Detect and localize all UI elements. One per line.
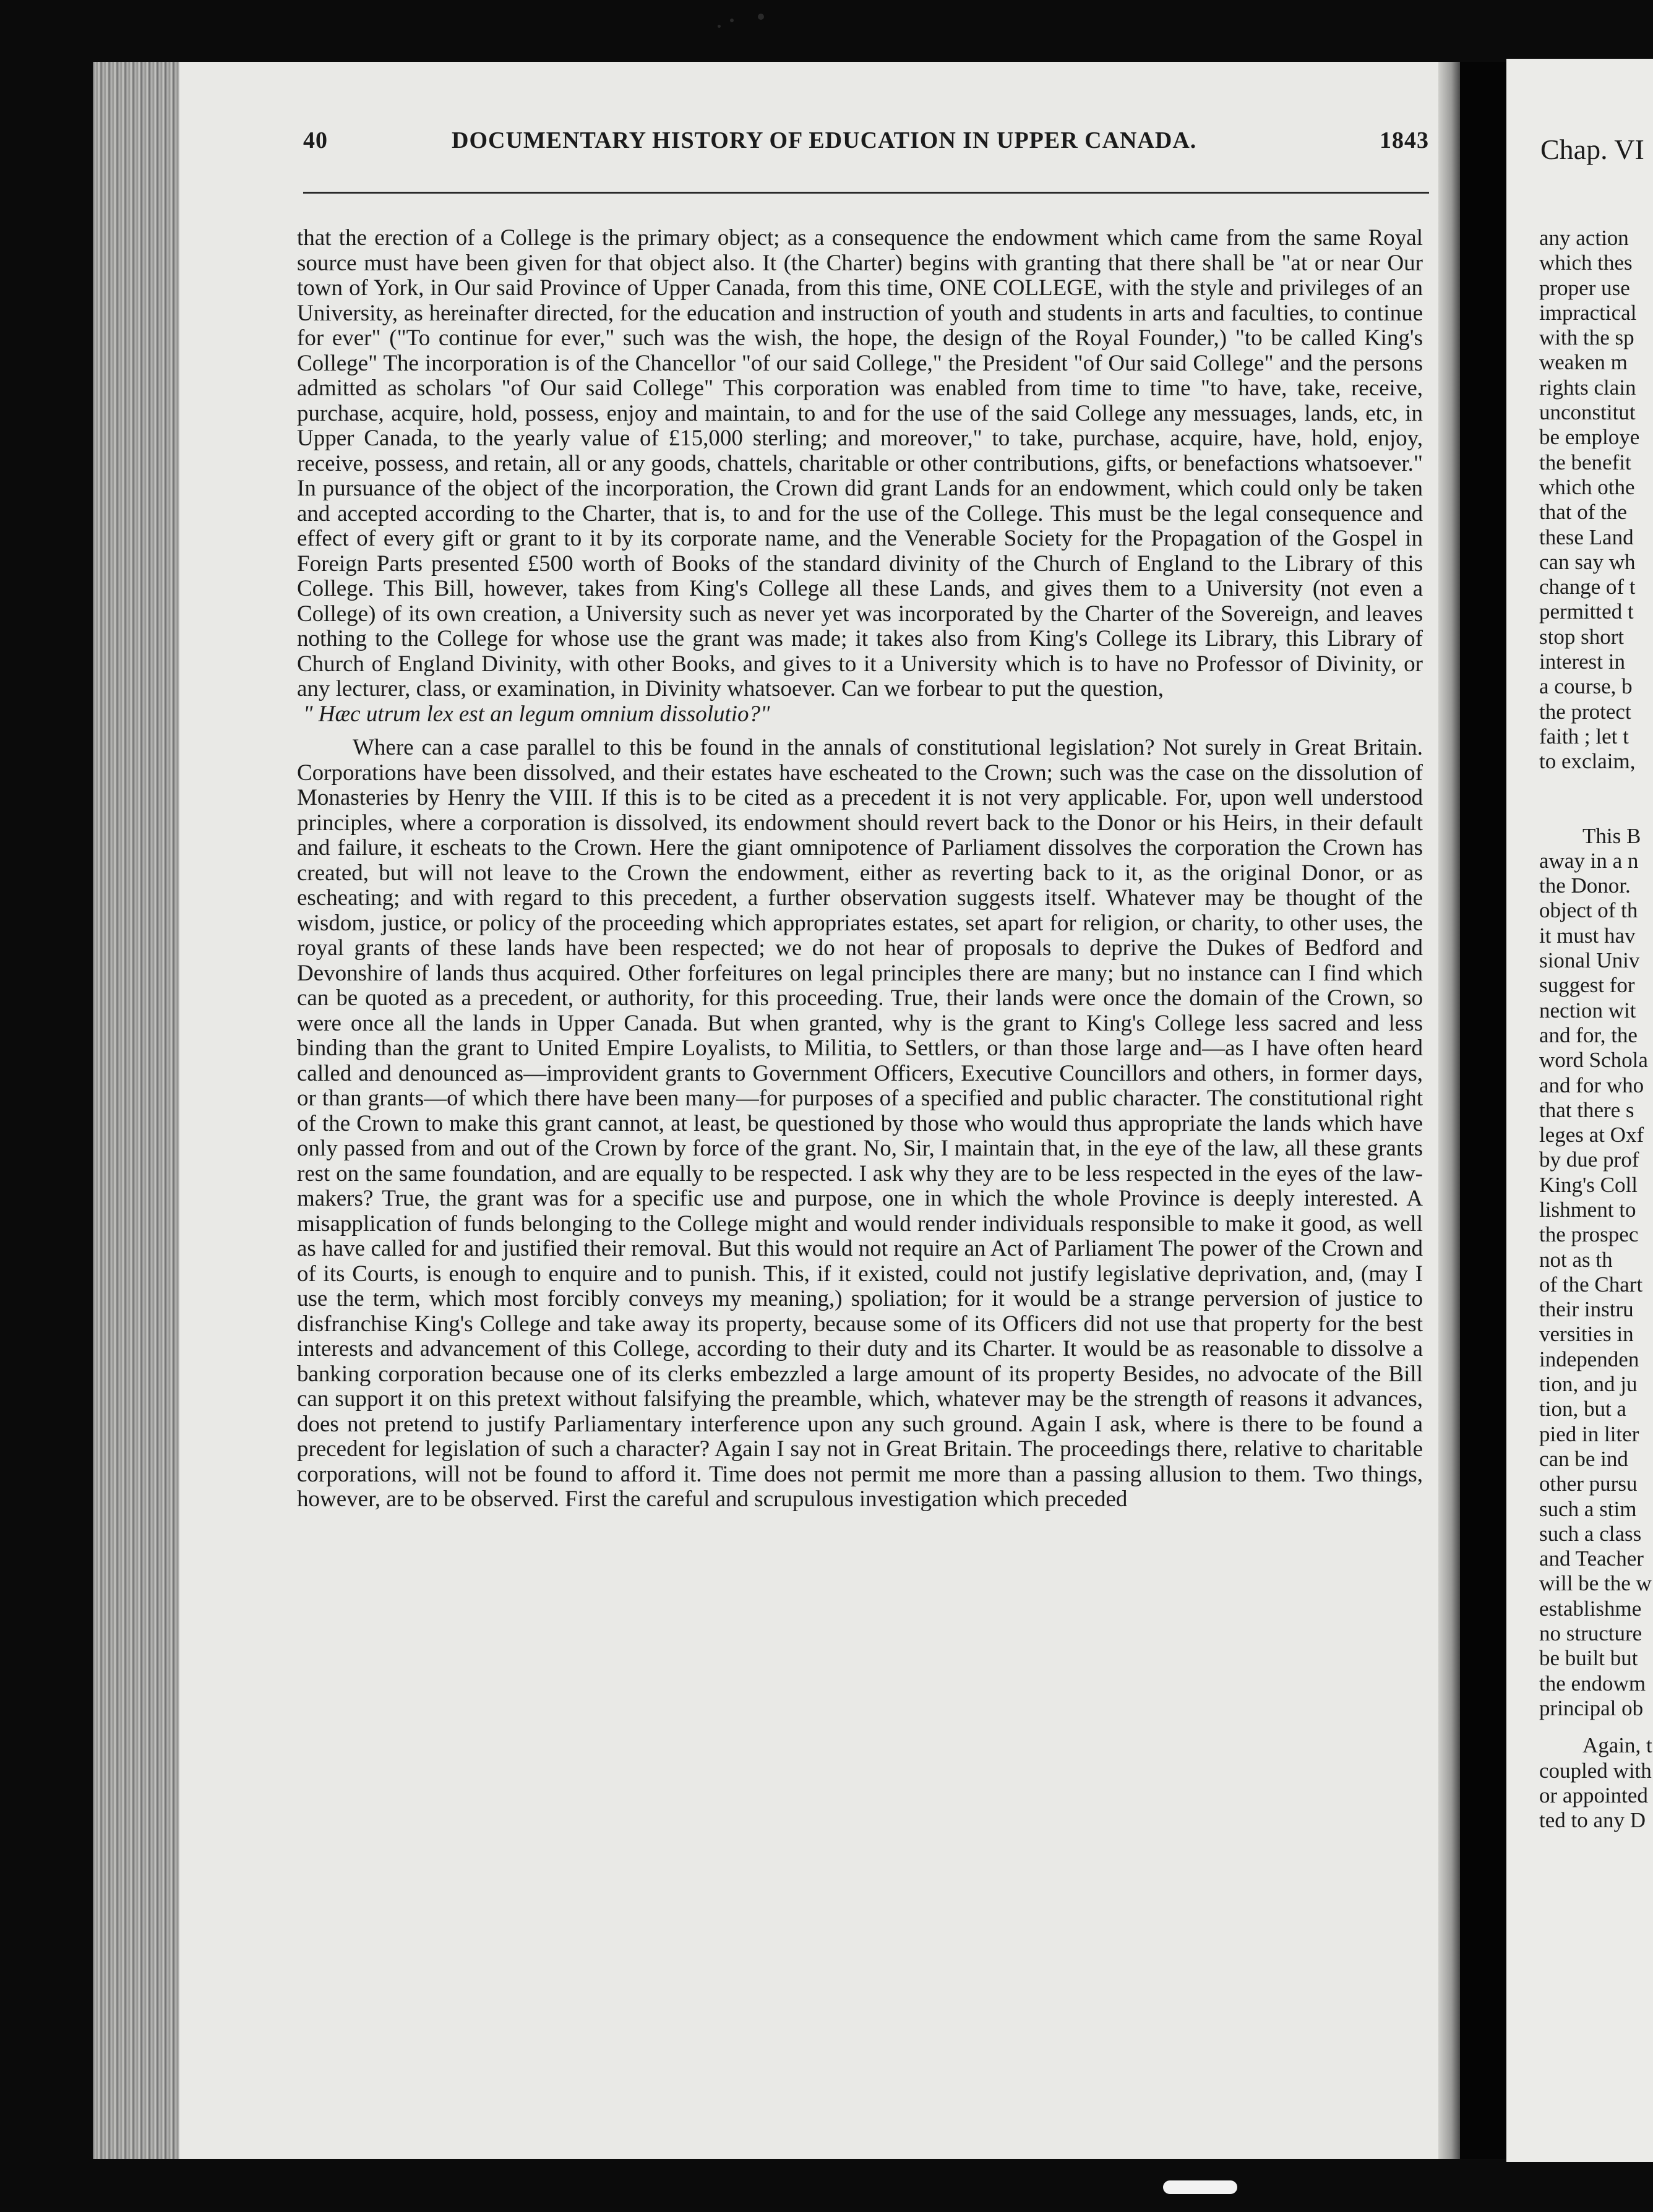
facing-page-line: which othe [1539,474,1635,499]
facing-page-line: impractical [1539,300,1637,325]
facing-page-line: a course, b [1539,674,1633,699]
facing-page-line: pied in liter [1539,1421,1639,1446]
facing-page-line: the benefit [1539,450,1631,474]
facing-page-line: that of the [1539,500,1627,525]
scan-speck [1163,2180,1237,2194]
facing-page-line: tion, and ju [1539,1372,1638,1397]
facing-page-line: This B [1582,823,1641,848]
facing-page-line: be employe [1539,425,1640,450]
facing-page-line: principal ob [1539,1695,1644,1720]
facing-page-line: tion, but a [1539,1397,1626,1421]
facing-page-line: and Teacher [1539,1546,1644,1571]
facing-page-line: interest in [1539,649,1625,674]
block-gap [1539,1721,1653,1733]
facing-page-line: the Donor. [1539,873,1631,898]
scan-speck [718,25,721,28]
facing-page-line: such a stim [1539,1496,1637,1521]
running-header [303,127,1429,164]
facing-page-line: nection wit [1539,998,1636,1022]
facing-page-line: with the sp [1539,325,1634,350]
facing-page-line: rights clain [1539,375,1636,400]
facing-page-line: other pursu [1539,1472,1638,1496]
facing-page-line: permitted t [1539,599,1634,624]
main-text [297,226,1423,1512]
facing-page-line: versities in [1539,1322,1634,1347]
facing-page-line: faith ; let t [1539,724,1629,748]
paragraph: Where can a case parallel to this be found in the annals of constitutional legislation? Not surely in Great Britain. Corporations have been dissolved, and their estates have escheated to the Crown; such was the case on the dissolution of Monasteries by Henry the VIII. If this is to be cited as a precedent it is not very applicable. For, upon well understood principles, where a corporation is dissolved, its endowment should revert back to the Donor or his Heirs, in their default and failure, it escheats to the Crown. Here the giant omnipotence of Parliament dissolves the corporation the Crown has created, but will not leave to the Crown the endowment, either as reverting back to it, as the original Donor, or as escheating; and with regard to this precedent, a further observation suggests itself. Whatever may be thought of the wisdom, justice, or policy of the proceeding which appropriates estates, set apart for religion, or charity, to other uses, the royal grants of these lands have been respected; we do not hear of proposals to deprive the Dukes of Bedford and Devonshire of lands thus acquired. Other forfeitures on legal principles there are many; but no instance can I find which can be quoted as a precedent, or authority, for this proceeding. True, their lands were once the domain of the Crown, so were once all the lands in Upper Canada. But when granted, why is the grant to King's College less sacred and less binding than the grant to United Empire Loyalists, to Militia, to Settlers, or than those large and—as I have often heard called and denounced as—improvident grants to Government Officers, Executive Councillors and others, in former days, or than grants—of which there have been many—for purposes of a specified and public character. The constitutional right of the Crown to make this grant cannot, at least, be questioned by those who would thus appropriate the lands which have only passed from and out of the Crown by force of the grant. No, Sir, I maintain that, in the eye of the law, all these grants rest on the same foundation, and are equally to be respected. I ask why they are to be less respected in the eyes of the law-makers? True, the grant was for a specific use and purpose, one in which the whole Province is deeply interested. A misapplication of funds belonging to the College might and would render individuals responsible to make it good, as well as have called for and justified their removal. But this would not require an Act of Parliament The power of the Crown and of its Courts, is enough to enquire and to punish. This, if it existed, could not justify legislative deprivation, and, (may I use the term, which most forcibly conveys my meaning,) spoliation; for it would be a strange perversion of justice to disfranchise King's College and take away its property, because some of its Officers did not use that property for the best interests and advancement of this College, according to their duty and its Charter. It would be as reasonable to dissolve a banking corporation because one of its clerks embezzled a large amount of its property Besides, no advocate of the Bill can support it on this pretext without falsifying the preamble, which, whatever may be the strength of reasons it advances, does not pretend to justify Parliamentary interference upon any such ground. Again I ask, where is there to be found a precedent for legislation of such a character? Again I say not in Great Britain. The proceedings there, relative to charitable corporations, will not be found to afford it. Time does not permit me more than a passing allusion to them. Two things, however, are to be observed. First the careful and scrupulous investigation which preceded [297,735,1423,1512]
facing-page-line: weaken m [1539,350,1628,375]
facing-page-line: such a class [1539,1521,1642,1546]
facing-page-block [1539,1733,1653,1833]
facing-page-line: of the Chart [1539,1272,1643,1297]
facing-page-line: these Land [1539,525,1634,549]
facing-page-line: any action [1539,226,1629,250]
facing-page-line: ted to any D [1539,1808,1646,1833]
facing-page-line: leges at Oxf [1539,1123,1644,1147]
facing-page-text [1539,226,1653,1833]
facing-page-line: sional Univ [1539,948,1640,973]
block-gap [1539,774,1653,824]
facing-page-line: or appointed [1539,1783,1648,1807]
facing-page-block [1539,824,1653,1721]
facing-page-line: that there s [1539,1097,1634,1122]
facing-page-line: word Schola [1539,1048,1648,1073]
facing-page-line: be built but [1539,1646,1638,1671]
page-edge-shadow [1438,62,1460,2159]
facing-page-line: by due prof [1539,1147,1639,1172]
facing-page-line: the endowm [1539,1671,1646,1695]
facing-page-line: stop short [1539,624,1625,649]
facing-page-line: their instru [1539,1297,1634,1322]
facing-page-line: the protect [1539,699,1631,724]
facing-page-line: King's Coll [1539,1172,1638,1197]
facing-page-line: change of t [1539,575,1636,599]
header-rule [303,192,1429,194]
book-spine [1460,62,1506,2159]
facing-page-line: establishme [1539,1596,1642,1621]
facing-page-header: Chap. VI [1540,134,1644,165]
facing-page-line: the prospec [1539,1222,1639,1247]
page-number: 40 [303,127,328,153]
facing-page-line: not as th [1539,1247,1613,1272]
facing-page-line: and for who [1539,1073,1644,1097]
facing-page-line: lishment to [1539,1197,1636,1222]
facing-page-line: Again, t [1582,1733,1652,1758]
facing-page-line: and for, the [1539,1022,1638,1047]
paragraph: that the erection of a College is the primary object; as a consequence the endowment which came from the same Royal source must have been given for that object also. It (the Charter) begins with granting that there shall be "at or near Our town of York, in Our said Province of Upper Canada, from this time, ONE COLLEGE, with the style and privileges of an University, as hereinafter directed, for the education and instruction of youth and students in arts and faculties, to continue for ever" ("To continue for ever," such was the wish, the hope, the design of the Royal Founder,) "to be called King's College" The incorporation is of the Chancellor "of our said College," the President "of Our said College" and the persons admitted as scholars "of Our said College" This corporation was enabled from time to time "to have, take, receive, purchase, acquire, hold, possess, enjoy and maintain, to and for the use of the said College any messuages, lands, etc, in Upper Canada, to the yearly value of £15,000 sterling; and moreover," to take, purchase, acquire, have, hold, enjoy, receive, possess, and retain, all or any goods, chattels, charitable or other contributions, gifts, or benefactions whatsoever." In pursuance of the object of the incorporation, the Crown did grant Lands for an endowment, which could only be taken and accepted according to the Charter, that is, to and for the use of the College. This must be the legal consequence and effect of every gift or grant to it by its corporate name, and the Venerable Society for the Propagation of the Gospel in Foreign Parts presented £500 worth of Books of the standard divinity of the Church of England to the Library of this College. This Bill, however, takes from King's College all these Lands, and gives them to a University (not even a College) of its own creation, a University such as never yet was incorporated by the Charter of the Sovereign, and leaves nothing to the College for whose use the grant was made; it takes also from King's College its Library, this Library of Church of England Divinity, with other Books, and gives to it a University which is to have no Professor of Divinity, or any lecturer, class, or examination, in Divinity whatsoever. Can we forbear to put the question, [297,225,1423,701]
facing-page-line: away in a n [1539,848,1639,873]
facing-page-line: suggest for [1539,973,1635,998]
facing-page-line: will be the w [1539,1571,1652,1596]
facing-page-line: unconstitut [1539,400,1636,425]
facing-page-line: object of th [1539,898,1638,923]
scan-speck [758,14,764,20]
page-gutter [93,62,179,2159]
scan-speck [730,19,734,22]
facing-page-line: proper use [1539,275,1630,300]
facing-page-line: can say wh [1539,549,1636,574]
facing-page-line: it must hav [1539,923,1636,948]
facing-page-line: can be ind [1539,1446,1628,1471]
latin-quote: " Hæc utrum lex est an legum omnium dissolutio?" [303,701,770,727]
facing-page-line: no structure [1539,1621,1642,1646]
facing-page-block [1539,226,1653,774]
facing-page-line: which thes [1539,251,1633,275]
running-title: DOCUMENTARY HISTORY OF EDUCATION IN UPPER CANADA. [452,127,1197,153]
facing-page-line: coupled with [1539,1758,1652,1783]
facing-page-line: independen [1539,1347,1639,1371]
header-year: 1843 [1380,127,1429,153]
facing-page-line: to exclaim, [1539,749,1636,774]
